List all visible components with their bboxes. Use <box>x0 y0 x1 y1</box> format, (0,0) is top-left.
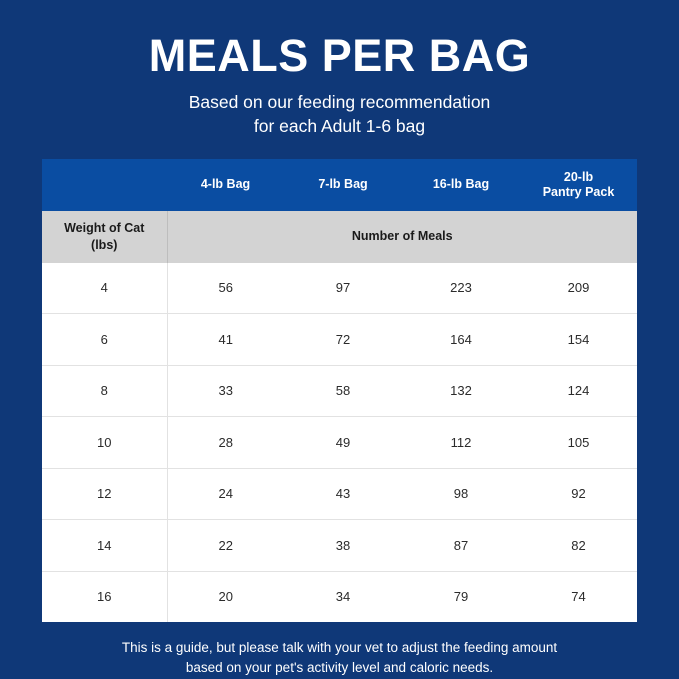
cell-7lb: 97 <box>284 263 402 314</box>
cell-16lb: 87 <box>402 520 520 572</box>
table-row <box>42 365 637 417</box>
cell-weight: 12 <box>42 468 167 520</box>
cell-weight: 14 <box>42 520 167 572</box>
cell-20lb: 154 <box>520 314 637 366</box>
cell-4lb: 24 <box>167 468 284 520</box>
cell-20lb: 209 <box>520 263 637 314</box>
table-header-row <box>42 159 637 211</box>
cell-16lb: 164 <box>402 314 520 366</box>
footnote-line-1: This is a guide, but please talk with your vet to adjust the feeding amount <box>121 640 558 655</box>
subtitle-line-1: Based on our feeding recommendation <box>188 92 491 113</box>
cell-4lb: 28 <box>167 417 284 469</box>
cell-20lb: 105 <box>520 417 637 469</box>
cell-4lb: 33 <box>167 365 284 417</box>
cell-7lb: 38 <box>284 520 402 572</box>
cell-weight: 10 <box>42 417 167 469</box>
subheader-weight-of-cat <box>42 211 167 263</box>
table-row <box>42 417 637 469</box>
table-row <box>42 571 637 622</box>
cell-16lb: 112 <box>402 417 520 469</box>
cell-16lb: 98 <box>402 468 520 520</box>
header-cell-16lb: 16-lb Bag <box>402 159 520 211</box>
cell-weight: 16 <box>42 571 167 622</box>
cell-4lb: 56 <box>167 263 284 314</box>
subheader-number-of-meals: Number of Meals <box>167 211 637 263</box>
cell-4lb: 22 <box>167 520 284 572</box>
cell-weight: 8 <box>42 365 167 417</box>
cell-20lb: 92 <box>520 468 637 520</box>
cell-4lb: 41 <box>167 314 284 366</box>
cell-20lb: 74 <box>520 571 637 622</box>
cell-16lb: 132 <box>402 365 520 417</box>
table-body <box>42 263 637 623</box>
header-cell-20lb <box>520 159 637 211</box>
page-title: MEALS PER BAG <box>148 30 531 81</box>
header-cell-7lb: 7-lb Bag <box>284 159 402 211</box>
meals-table <box>42 159 637 623</box>
cell-20lb: 124 <box>520 365 637 417</box>
subheader-weight-line2: (lbs) <box>91 237 118 252</box>
meals-table-container <box>42 159 637 623</box>
cell-7lb: 58 <box>284 365 402 417</box>
header-cell-empty <box>42 159 167 211</box>
cell-weight: 6 <box>42 314 167 366</box>
cell-16lb: 223 <box>402 263 520 314</box>
header-cell-20lb-line1: 20-lb <box>563 169 594 184</box>
footnote <box>40 638 640 677</box>
cell-7lb: 72 <box>284 314 402 366</box>
cell-7lb: 34 <box>284 571 402 622</box>
cell-7lb: 43 <box>284 468 402 520</box>
header-cell-4lb: 4-lb Bag <box>167 159 284 211</box>
footnote-line-2: based on your pet's activity level and caloric needs. <box>185 659 494 675</box>
header-cell-20lb-line2: Pantry Pack <box>542 184 615 199</box>
table-row <box>42 263 637 314</box>
cell-weight: 4 <box>42 263 167 314</box>
table-subheader-row <box>42 211 637 263</box>
subheader-weight-line1: Weight of Cat <box>64 221 145 236</box>
cell-7lb: 49 <box>284 417 402 469</box>
cell-20lb: 82 <box>520 520 637 572</box>
cell-16lb: 79 <box>402 571 520 622</box>
table-row <box>42 468 637 520</box>
table-row <box>42 314 637 366</box>
table-row <box>42 520 637 572</box>
subtitle-line-2: for each Adult 1-6 bag <box>253 115 426 136</box>
cell-4lb: 20 <box>167 571 284 622</box>
